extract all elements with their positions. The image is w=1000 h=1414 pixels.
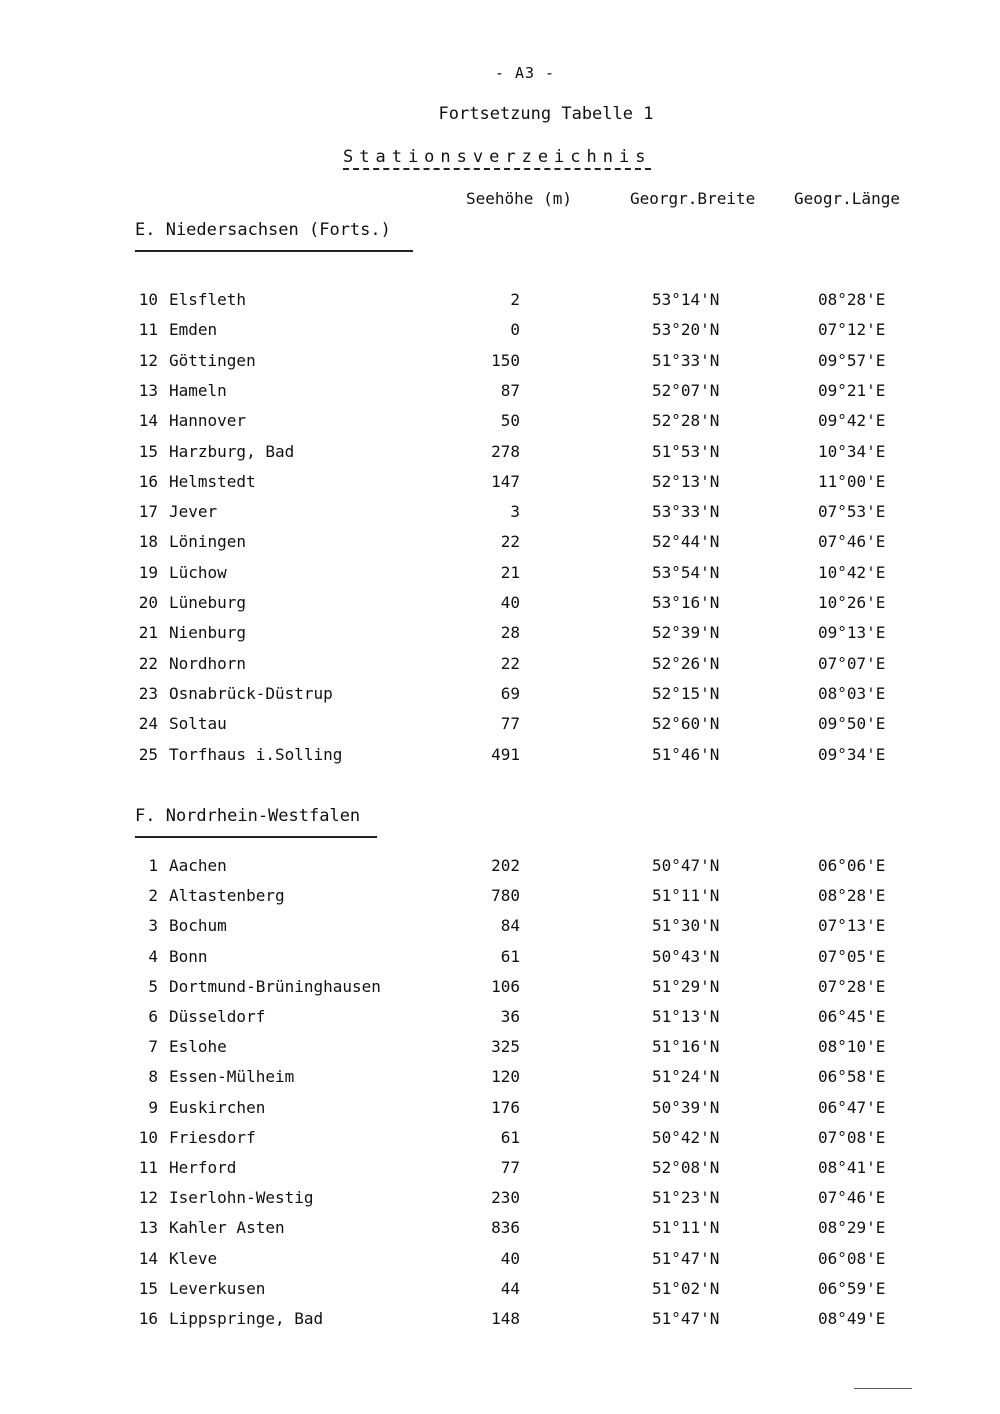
- table-row: [0, 1067, 1000, 1095]
- station-latitude: 53°20'N: [652, 320, 720, 340]
- station-latitude: 51°46'N: [652, 744, 720, 764]
- station-latitude: 50°47'N: [652, 856, 720, 875]
- station-elevation: 120: [491, 1067, 520, 1087]
- station-longitude: 08°41'E: [818, 1158, 886, 1177]
- station-latitude: 50°42'N: [652, 1127, 720, 1147]
- station-elevation: 28: [500, 623, 520, 643]
- table-row: [0, 1037, 1000, 1065]
- table-row: [0, 886, 1000, 914]
- station-name: Lüneburg: [169, 593, 247, 612]
- station-name: Aachen: [169, 856, 227, 875]
- station-name: Kahler Asten: [169, 1218, 285, 1238]
- station-latitude: 50°43'N: [652, 946, 720, 966]
- station-number: 21: [138, 623, 158, 643]
- station-latitude: 51°33'N: [652, 350, 720, 370]
- station-longitude: 07°05'E: [818, 946, 886, 966]
- table-row: [0, 381, 1000, 409]
- station-latitude: 53°54'N: [652, 562, 720, 582]
- station-latitude: 51°24'N: [652, 1067, 720, 1087]
- station-name: Altastenberg: [169, 886, 285, 906]
- station-latitude: 53°16'N: [652, 593, 720, 612]
- table-row: [0, 532, 1000, 560]
- station-number: 5: [148, 976, 158, 996]
- station-name: Euskirchen: [169, 1097, 266, 1117]
- table-row: [0, 563, 1000, 591]
- station-longitude: 10°34'E: [818, 441, 886, 461]
- table-row: [0, 290, 1000, 318]
- station-elevation: 50: [500, 411, 520, 431]
- station-number: 10: [138, 1127, 158, 1147]
- station-latitude: 52°08'N: [652, 1158, 720, 1177]
- station-elevation: 21: [500, 562, 520, 582]
- table-row: [0, 593, 1000, 621]
- station-latitude: 51°16'N: [652, 1037, 720, 1057]
- station-name: Iserlohn-Westig: [169, 1188, 314, 1208]
- station-latitude: 51°29'N: [652, 976, 720, 996]
- table-row: [0, 1249, 1000, 1277]
- table-row: [0, 351, 1000, 379]
- table-row: [0, 623, 1000, 651]
- station-longitude: 06°58'E: [818, 1067, 886, 1087]
- station-elevation: 3: [510, 502, 520, 522]
- station-number: 1: [148, 856, 158, 875]
- station-name: Eslohe: [169, 1037, 227, 1057]
- station-longitude: 09°57'E: [818, 350, 886, 370]
- station-longitude: 09°42'E: [818, 411, 886, 431]
- station-longitude: 11°00'E: [818, 471, 886, 491]
- station-latitude: 51°02'N: [652, 1278, 720, 1298]
- station-latitude: 51°11'N: [652, 886, 720, 906]
- station-longitude: 09°50'E: [818, 714, 886, 734]
- station-number: 15: [138, 1278, 158, 1298]
- station-number: 13: [138, 380, 158, 400]
- station-name: Düsseldorf: [169, 1007, 266, 1026]
- station-latitude: 52°44'N: [652, 532, 720, 552]
- station-name: Lüchow: [169, 562, 227, 582]
- station-longitude: 06°47'E: [818, 1097, 886, 1117]
- station-longitude: 08°10'E: [818, 1037, 886, 1057]
- station-longitude: 08°29'E: [818, 1218, 886, 1238]
- station-number: 8: [148, 1067, 158, 1087]
- page-number: - A3 -: [494, 64, 556, 82]
- station-elevation: 44: [500, 1278, 520, 1298]
- station-name: Jever: [169, 502, 218, 522]
- station-name: Göttingen: [169, 350, 256, 370]
- station-latitude: 53°33'N: [652, 502, 720, 522]
- station-longitude: 09°34'E: [818, 744, 886, 764]
- station-number: 11: [138, 320, 158, 340]
- station-latitude: 51°53'N: [652, 441, 720, 461]
- station-number: 13: [138, 1218, 158, 1238]
- table-row: [0, 1309, 1000, 1337]
- column-header-latitude: Georgr.Breite: [630, 189, 756, 208]
- station-elevation: 202: [491, 856, 520, 875]
- station-number: 12: [138, 1188, 158, 1208]
- station-longitude: 10°42'E: [818, 562, 886, 582]
- station-latitude: 52°26'N: [652, 653, 720, 673]
- station-number: 6: [148, 1007, 158, 1026]
- table-title: Fortsetzung Tabelle 1: [438, 104, 654, 124]
- table-row: [0, 1128, 1000, 1156]
- station-elevation: 2: [510, 290, 520, 309]
- station-latitude: 51°11'N: [652, 1218, 720, 1238]
- station-longitude: 07°08'E: [818, 1127, 886, 1147]
- table-row: [0, 977, 1000, 1005]
- station-number: 9: [148, 1097, 158, 1117]
- station-number: 20: [138, 593, 158, 612]
- station-name: Essen-Mülheim: [169, 1067, 295, 1087]
- station-number: 24: [138, 714, 158, 734]
- main-heading: Stationsverzeichnis: [343, 147, 651, 170]
- station-elevation: 147: [491, 471, 520, 491]
- station-name: Soltau: [169, 714, 227, 734]
- station-longitude: 07°53'E: [818, 502, 886, 522]
- station-name: Lippspringe, Bad: [169, 1309, 324, 1328]
- station-longitude: 07°12'E: [818, 320, 886, 340]
- station-longitude: 07°28'E: [818, 976, 886, 996]
- table-row: [0, 684, 1000, 712]
- table-row: [0, 1188, 1000, 1216]
- column-header-longitude: Geogr.Länge: [794, 189, 900, 208]
- station-latitude: 52°28'N: [652, 411, 720, 431]
- station-longitude: 07°46'E: [818, 532, 886, 552]
- station-longitude: 08°49'E: [818, 1309, 886, 1328]
- station-elevation: 0: [510, 320, 520, 340]
- station-number: 22: [138, 653, 158, 673]
- station-latitude: 52°13'N: [652, 471, 720, 491]
- station-elevation: 148: [491, 1309, 520, 1328]
- station-longitude: 06°45'E: [818, 1007, 886, 1026]
- station-name: Harzburg, Bad: [169, 441, 295, 461]
- station-latitude: 53°14'N: [652, 290, 720, 309]
- station-name: Emden: [169, 320, 218, 340]
- station-name: Elsfleth: [169, 290, 247, 309]
- station-name: Bochum: [169, 916, 227, 936]
- station-elevation: 40: [500, 593, 520, 612]
- station-latitude: 51°47'N: [652, 1309, 720, 1328]
- station-name: Löningen: [169, 532, 247, 552]
- station-elevation: 176: [491, 1097, 520, 1117]
- station-longitude: 07°07'E: [818, 653, 886, 673]
- station-number: 14: [138, 411, 158, 431]
- table-row: [0, 502, 1000, 530]
- station-longitude: 08°03'E: [818, 683, 886, 703]
- station-latitude: 51°13'N: [652, 1007, 720, 1026]
- station-name: Kleve: [169, 1248, 218, 1268]
- station-elevation: 230: [491, 1188, 520, 1208]
- station-name: Hameln: [169, 380, 227, 400]
- station-number: 23: [138, 683, 158, 703]
- station-name: Dortmund-Brüninghausen: [169, 976, 381, 996]
- station-name: Bonn: [169, 946, 208, 966]
- station-longitude: 06°06'E: [818, 856, 886, 875]
- station-number: 18: [138, 532, 158, 552]
- station-elevation: 77: [500, 1158, 520, 1177]
- station-number: 15: [138, 441, 158, 461]
- section-rule: [135, 836, 377, 838]
- page-mark: [854, 1388, 912, 1389]
- station-elevation: 69: [500, 683, 520, 703]
- table-row: [0, 1218, 1000, 1246]
- table-row: [0, 947, 1000, 975]
- station-latitude: 51°30'N: [652, 916, 720, 936]
- table-row: [0, 856, 1000, 884]
- station-longitude: 09°13'E: [818, 623, 886, 643]
- station-elevation: 780: [491, 886, 520, 906]
- station-longitude: 09°21'E: [818, 380, 886, 400]
- station-number: 7: [148, 1037, 158, 1057]
- section-rule: [135, 250, 413, 252]
- station-name: Leverkusen: [169, 1278, 266, 1298]
- station-latitude: 51°23'N: [652, 1188, 720, 1208]
- station-elevation: 325: [491, 1037, 520, 1057]
- station-elevation: 150: [491, 350, 520, 370]
- station-elevation: 106: [491, 976, 520, 996]
- station-number: 19: [138, 562, 158, 582]
- station-latitude: 52°15'N: [652, 683, 720, 703]
- station-name: Nienburg: [169, 623, 247, 643]
- station-name: Nordhorn: [169, 653, 247, 673]
- station-longitude: 06°59'E: [818, 1278, 886, 1298]
- station-name: Herford: [169, 1158, 237, 1177]
- table-row: [0, 1098, 1000, 1126]
- station-elevation: 61: [500, 946, 520, 966]
- station-number: 4: [148, 946, 158, 966]
- station-elevation: 491: [491, 744, 520, 764]
- station-elevation: 84: [500, 916, 520, 936]
- station-number: 3: [148, 916, 158, 936]
- station-longitude: 07°46'E: [818, 1188, 886, 1208]
- section-title-nordrhein-westfalen: F. Nordrhein-Westfalen: [135, 806, 361, 826]
- station-number: 16: [138, 471, 158, 491]
- table-row: [0, 442, 1000, 470]
- station-longitude: 08°28'E: [818, 290, 886, 309]
- table-row: [0, 745, 1000, 773]
- station-number: 11: [138, 1158, 158, 1177]
- station-number: 14: [138, 1248, 158, 1268]
- table-row: [0, 1007, 1000, 1035]
- table-row: [0, 1279, 1000, 1307]
- station-elevation: 36: [500, 1007, 520, 1026]
- section-title-niedersachsen: E. Niedersachsen (Forts.): [135, 220, 391, 240]
- station-longitude: 06°08'E: [818, 1248, 886, 1268]
- station-longitude: 08°28'E: [818, 886, 886, 906]
- station-latitude: 52°07'N: [652, 380, 720, 400]
- table-row: [0, 916, 1000, 944]
- station-name: Hannover: [169, 411, 247, 431]
- station-longitude: 07°13'E: [818, 916, 886, 936]
- table-row: [0, 1158, 1000, 1186]
- station-number: 25: [138, 744, 158, 764]
- table-row: [0, 320, 1000, 348]
- station-latitude: 50°39'N: [652, 1097, 720, 1117]
- station-latitude: 52°39'N: [652, 623, 720, 643]
- station-name: Friesdorf: [169, 1127, 256, 1147]
- table-row: [0, 411, 1000, 439]
- station-elevation: 77: [500, 714, 520, 734]
- table-row: [0, 472, 1000, 500]
- station-name: Torfhaus i.Solling: [169, 744, 343, 764]
- station-elevation: 87: [500, 380, 520, 400]
- station-latitude: 51°47'N: [652, 1248, 720, 1268]
- station-elevation: 22: [500, 653, 520, 673]
- station-elevation: 22: [500, 532, 520, 552]
- station-elevation: 836: [491, 1218, 520, 1238]
- station-elevation: 61: [500, 1127, 520, 1147]
- station-number: 17: [138, 502, 158, 522]
- column-header-elevation: Seehöhe (m): [466, 189, 572, 208]
- station-number: 2: [148, 886, 158, 906]
- station-name: Helmstedt: [169, 471, 256, 491]
- station-elevation: 40: [500, 1248, 520, 1268]
- station-latitude: 52°60'N: [652, 714, 720, 734]
- station-longitude: 10°26'E: [818, 593, 886, 612]
- station-name: Osnabrück-Düstrup: [169, 683, 333, 703]
- table-row: [0, 654, 1000, 682]
- table-row: [0, 714, 1000, 742]
- station-number: 12: [138, 350, 158, 370]
- station-elevation: 278: [491, 441, 520, 461]
- station-number: 16: [138, 1309, 158, 1328]
- station-number: 10: [138, 290, 158, 309]
